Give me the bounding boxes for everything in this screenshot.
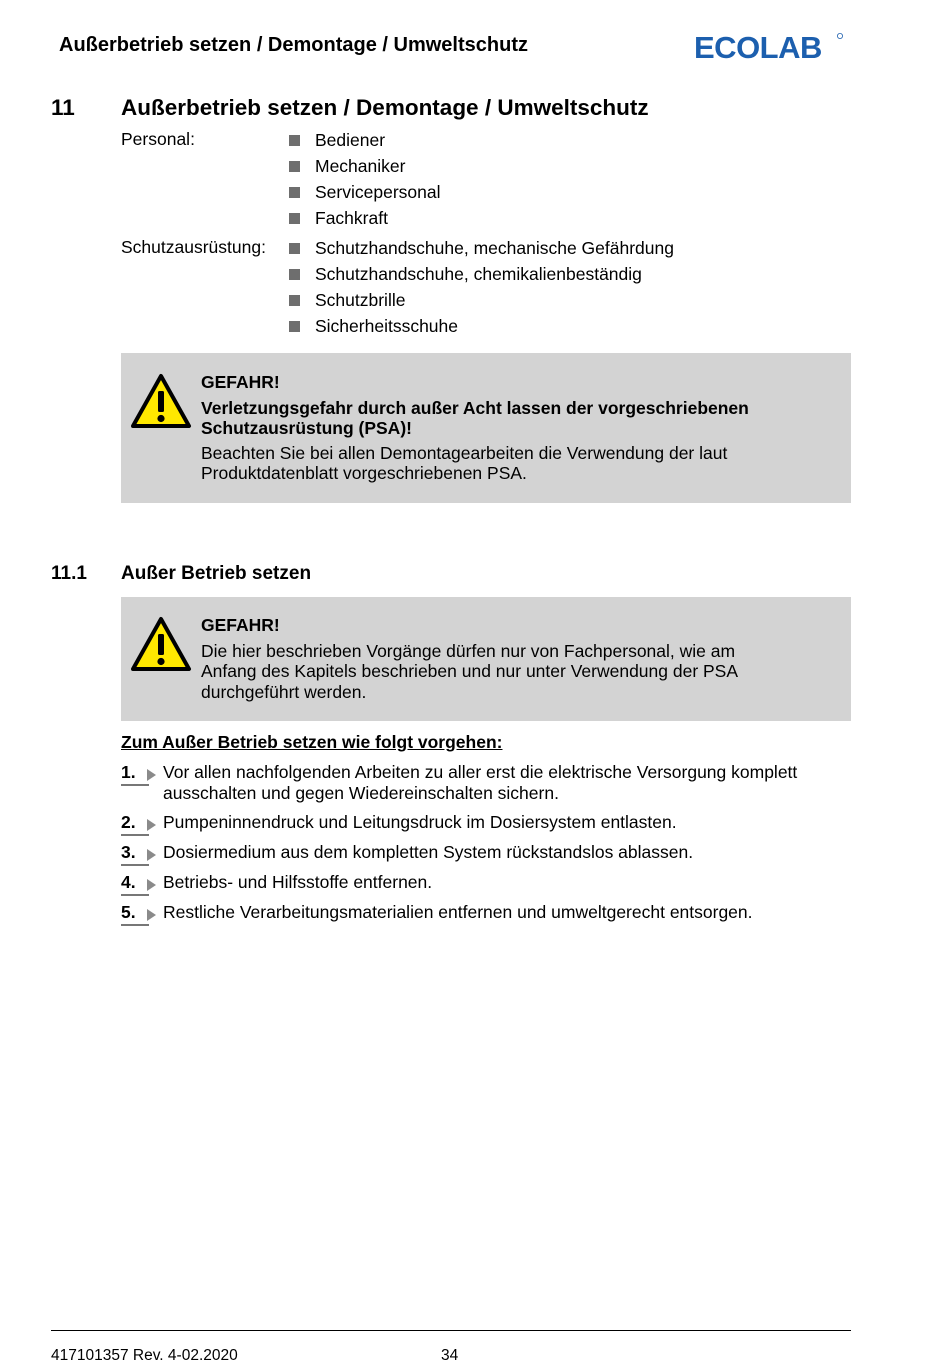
list-item: Servicepersonal	[287, 181, 440, 207]
danger-text-line: Anfang des Kapitels beschrieben und nur unter Verwendung der PSA	[201, 661, 739, 681]
step-arrow-icon	[147, 769, 156, 781]
step-underline	[121, 924, 149, 926]
step-text: Dosiermedium aus dem kompletten System rückstandslos ablassen.	[163, 842, 694, 862]
list-item: Fachkraft	[287, 207, 440, 233]
list-item: Bediener	[287, 129, 440, 155]
running-header-title: Außerbetrieb setzen / Demontage / Umweltschutz	[59, 34, 528, 56]
step-underline	[121, 894, 149, 896]
step-arrow-icon	[147, 879, 156, 891]
warning-triangle-icon	[130, 373, 192, 429]
procedure-step	[121, 762, 841, 803]
danger-text-line: Die hier beschrieben Vorgänge dürfen nur von Fachpersonal, wie am	[201, 640, 736, 661]
signal-word: GEFAHR!	[201, 615, 280, 635]
chapter-number: 11	[51, 95, 75, 120]
footer-divider	[51, 1330, 851, 1331]
step-underline	[121, 834, 149, 836]
step-number: 4.	[121, 872, 136, 892]
personnel-label: Personal:	[121, 129, 195, 149]
step-arrow-icon	[147, 909, 156, 921]
danger-headline-line: Verletzungsgefahr durch außer Acht lassen der vorgeschriebenen	[201, 397, 749, 418]
bullet-square-icon	[289, 295, 300, 306]
step-text: Vor allen nachfolgenden Arbeiten zu aller erst die elektrische Versorgung komplett	[163, 762, 798, 782]
personnel-list	[287, 129, 440, 233]
ecolab-logo	[694, 30, 844, 62]
bullet-square-icon	[289, 243, 300, 254]
bullet-square-icon	[289, 321, 300, 332]
chapter-title: Außerbetrieb setzen / Demontage / Umweltschutz	[121, 95, 649, 120]
danger-headline-line: Schutzausrüstung (PSA)!	[201, 418, 412, 438]
document-reference: 417101357 Rev. 4-02.2020	[51, 1347, 238, 1364]
step-number: 2.	[121, 812, 136, 832]
list-item: Sicherheitsschuhe	[287, 315, 674, 341]
procedure-title: Zum Außer Betrieb setzen wie folgt vorgehen:	[121, 732, 503, 752]
danger-text-line: Produktdatenblatt vorgeschriebenen PSA.	[201, 463, 527, 483]
procedure-step	[121, 812, 841, 833]
list-item: Schutzbrille	[287, 289, 674, 315]
danger-text-line: durchgeführt werden.	[201, 681, 367, 702]
step-underline	[121, 784, 149, 786]
danger-notice-box	[121, 597, 851, 721]
procedure-step	[121, 872, 841, 893]
procedure-step	[121, 842, 841, 863]
step-arrow-icon	[147, 849, 156, 861]
page-number: 34	[441, 1347, 459, 1364]
step-number: 3.	[121, 842, 136, 862]
step-text: Betriebs- und Hilfsstoffe entfernen.	[163, 872, 433, 892]
section-title: Außer Betrieb setzen	[121, 563, 312, 584]
warning-triangle-icon	[130, 616, 192, 672]
procedure-step	[121, 902, 841, 923]
section-number: 11.1	[51, 563, 87, 584]
bullet-square-icon	[289, 135, 300, 146]
bullet-square-icon	[289, 269, 300, 280]
bullet-square-icon	[289, 161, 300, 172]
protective-equipment-label: Schutzausrüstung:	[121, 237, 266, 257]
step-text: ausschalten und gegen Wiedereinschalten sichern.	[163, 782, 559, 803]
step-arrow-icon	[147, 819, 156, 831]
signal-word: GEFAHR!	[201, 372, 280, 392]
bullet-square-icon	[289, 213, 300, 224]
step-number: 1.	[121, 762, 136, 782]
list-item: Schutzhandschuhe, chemikalienbeständig	[287, 263, 674, 289]
step-text: Restliche Verarbeitungsmaterialien entfernen und umweltgerecht entsorgen.	[163, 902, 753, 922]
list-item: Mechaniker	[287, 155, 440, 181]
step-number: 5.	[121, 902, 136, 922]
svg-text:ECOLAB: ECOLAB	[694, 30, 822, 62]
protective-equipment-list	[287, 237, 674, 341]
step-text: Pumpeninnendruck und Leitungsdruck im Dosiersystem entlasten.	[163, 812, 677, 832]
step-underline	[121, 864, 149, 866]
bullet-square-icon	[289, 187, 300, 198]
danger-notice-box	[121, 353, 851, 503]
danger-text-line: Beachten Sie bei allen Demontagearbeiten die Verwendung der laut	[201, 442, 728, 463]
list-item: Schutzhandschuhe, mechanische Gefährdung	[287, 237, 674, 263]
